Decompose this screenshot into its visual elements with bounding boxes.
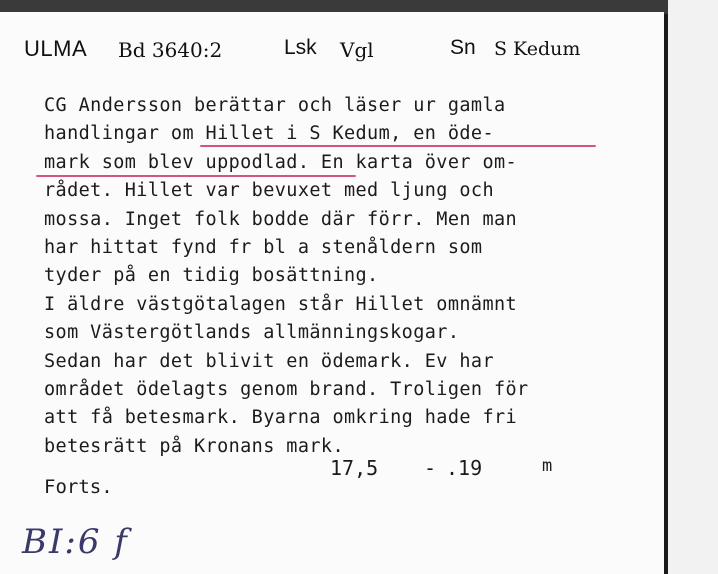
text-line: handlingar om Hillet i S Kedum, en öde-: [44, 123, 494, 145]
measure-start: 17,5: [330, 456, 379, 480]
text-line: CG Andersson berättar och läser ur gamla: [44, 95, 506, 116]
landskap-label: Lsk: [284, 36, 317, 59]
text-line: Sedan har det blivit en ödemark. Ev har: [44, 350, 494, 372]
socken-label: Sn: [450, 36, 476, 59]
text-line: betesrätt på Kronans mark.: [44, 435, 344, 457]
card-body-text: [44, 92, 529, 461]
socken-value: S Kedum: [494, 38, 581, 60]
text-line: som Västergötlands allmänningskogar.: [44, 322, 460, 344]
text-line: har hittat fynd fr bl a stenåldern som: [44, 236, 483, 258]
handwritten-shelf-mark: BI:6 f: [22, 522, 129, 562]
card-right-edge: [664, 14, 668, 574]
scan-right-margin: [668, 0, 718, 574]
text-line: att få betesmark. Byarna omkring hade fri: [44, 407, 518, 429]
highlight-underline: [200, 145, 596, 147]
archive-code: ULMA: [24, 36, 88, 61]
text-line: området ödelagts genom brand. Troligen för: [44, 378, 529, 400]
continued-note: Forts.: [44, 476, 113, 498]
measure-unit: m: [542, 456, 553, 476]
text-line: I äldre västgötalagen står Hillet omnämnt: [44, 293, 518, 315]
measure-end: .19: [446, 456, 483, 480]
highlight-underline: [36, 175, 356, 177]
text-line: tyder på en tidig bosättning.: [44, 265, 379, 287]
text-line: rådet. Hillet var bevuxet med ljung och: [44, 180, 494, 202]
card-header: [0, 36, 664, 66]
text-line: mark som blev uppodlad. En karta över om-: [44, 151, 518, 173]
measure-dash: -: [424, 456, 437, 480]
landskap-value: Vgl: [340, 38, 374, 62]
accession-number: Bd 3640:2: [118, 38, 223, 62]
text-line: mossa. Inget folk bodde där förr. Men man: [44, 208, 518, 230]
